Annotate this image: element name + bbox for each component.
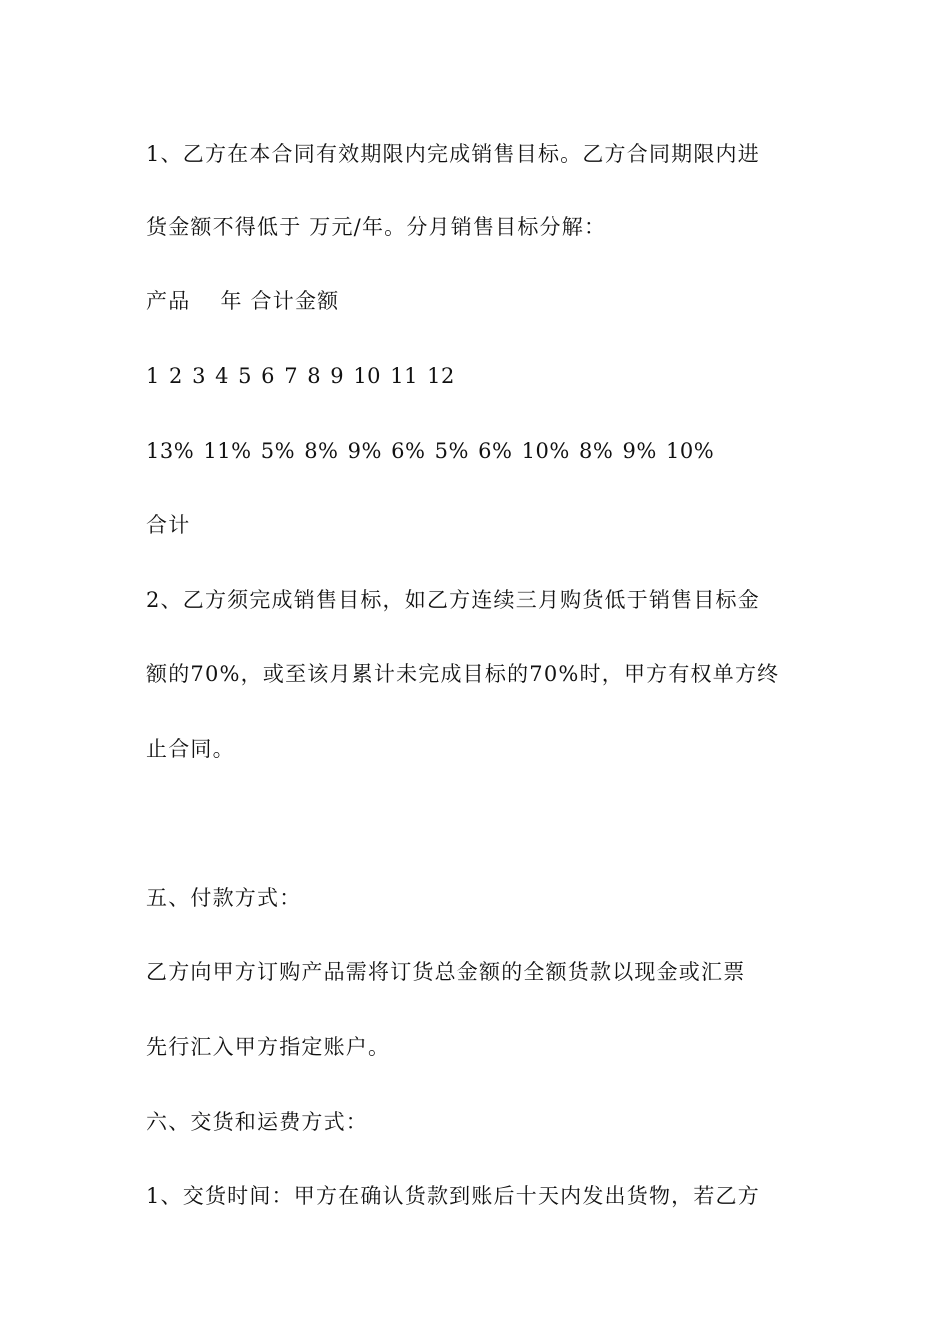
- table-total-row: 合计: [146, 513, 191, 537]
- clause-2-line-3: 止合同。: [146, 737, 235, 761]
- section-5-body-line-1: 乙方向甲方订购产品需将订货总金额的全额货款以现金或汇票: [146, 960, 746, 984]
- section-6-heading: 六、交货和运费方式：: [146, 1110, 368, 1134]
- clause-1-line-1: 1、乙方在本合同有效期限内完成销售目标。乙方合同期限内进: [146, 142, 760, 166]
- clause-2-line-2: 额的70%，或至该月累计未完成目标的70%时，甲方有权单方终: [146, 662, 780, 686]
- clause-1-line-2: 货金额不得低于 万元/年。分月销售目标分解：: [146, 215, 607, 239]
- clause-2-line-1: 2、乙方须完成销售目标，如乙方连续三月购货低于销售目标金: [146, 588, 760, 612]
- section-5-body-line-2: 先行汇入甲方指定账户。: [146, 1035, 391, 1059]
- section-6-clause-1-line-1: 1、交货时间：甲方在确认货款到账后十天内发出货物，若乙方: [146, 1184, 760, 1208]
- table-header-row: 产品 年 合计金额: [146, 289, 340, 313]
- month-number-row: 1 2 3 4 5 6 7 8 9 10 11 12: [146, 364, 455, 388]
- section-5-heading: 五、付款方式：: [146, 886, 302, 910]
- month-percentage-row: 13% 11% 5% 8% 9% 6% 5% 6% 10% 8% 9% 10%: [146, 439, 715, 463]
